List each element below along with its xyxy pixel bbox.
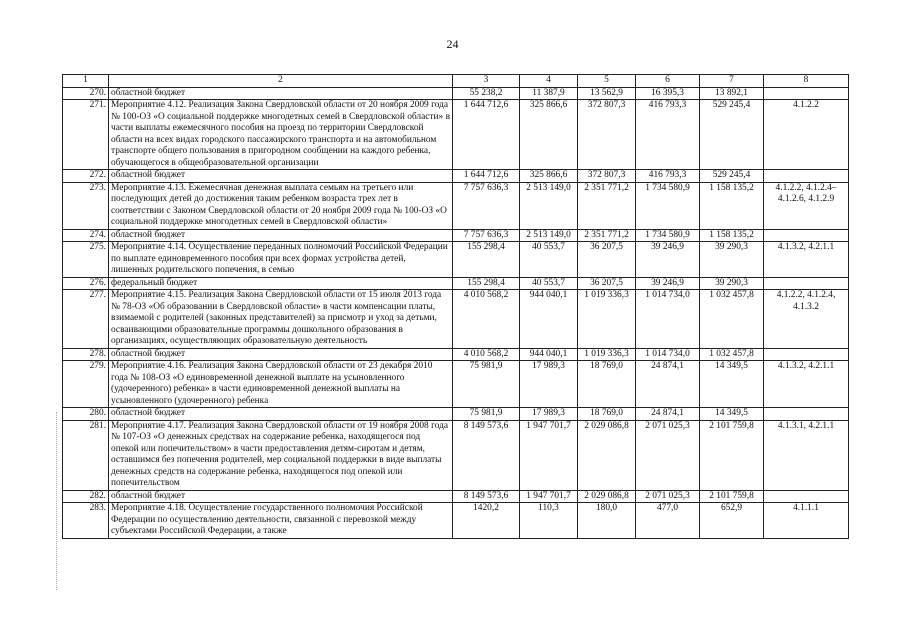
row-description: Мероприятие 4.14. Осуществление переданных полномочий Российской Федерации по выплате единовременного пособия при всех формах устройства детей, лишенных родительского попечения, в семью [109, 242, 453, 278]
target-codes: 4.1.1.1 [764, 503, 849, 539]
value-col-7: 14 349,5 [700, 361, 764, 408]
value-col-4: 11 387,9 [520, 87, 578, 100]
value-col-6: 416 793,3 [636, 170, 700, 183]
table-row [63, 170, 849, 183]
value-col-5: 2 029 086,8 [578, 420, 636, 490]
value-col-3: 8 149 573,6 [453, 420, 520, 490]
target-codes: 4.1.2.2, 4.1.2.4–4.1.2.6, 4.1.2.9 [764, 182, 849, 229]
table-row [63, 229, 849, 242]
target-codes: 4.1.3.2, 4.2.1.1 [764, 242, 849, 278]
row-number: 279. [63, 361, 109, 408]
value-col-6: 16 395,3 [636, 87, 700, 100]
row-description: областной бюджет [109, 170, 453, 183]
value-col-4: 1 947 701,7 [520, 420, 578, 490]
value-col-7: 2 101 759,8 [700, 490, 764, 503]
row-number: 276. [63, 277, 109, 290]
table-body [63, 75, 849, 539]
row-description: областной бюджет [109, 408, 453, 421]
value-col-4: 17 989,3 [520, 361, 578, 408]
row-number: 283. [63, 503, 109, 539]
table-row [63, 100, 849, 170]
value-col-7: 652,9 [700, 503, 764, 539]
target-codes: 4.1.3.2, 4.2.1.1 [764, 361, 849, 408]
value-col-3: 155 298,4 [453, 277, 520, 290]
value-col-7: 529 245,4 [700, 100, 764, 170]
header-row [63, 75, 849, 88]
value-col-6: 2 071 025,3 [636, 490, 700, 503]
value-col-4: 110,3 [520, 503, 578, 539]
value-col-6: 416 793,3 [636, 100, 700, 170]
row-description: Мероприятие 4.16. Реализация Закона Свердловской области от 23 декабря 2010 года № 108-ОЗ «О единовременной денежной выплате на усыновленного (удочеренного) ребенка» в части единовременной денежной выплаты на усыновленного (удочеренного) ребенка [109, 361, 453, 408]
value-col-3: 75 981,9 [453, 361, 520, 408]
value-col-4: 2 513 149,0 [520, 182, 578, 229]
value-col-7: 2 101 759,8 [700, 420, 764, 490]
value-col-7: 39 290,3 [700, 277, 764, 290]
value-col-3: 4 010 568,2 [453, 348, 520, 361]
value-col-3: 7 757 636,3 [453, 229, 520, 242]
value-col-3: 4 010 568,2 [453, 290, 520, 349]
table-row [63, 420, 849, 490]
target-codes [764, 277, 849, 290]
table-row [63, 348, 849, 361]
value-col-5: 180,0 [578, 503, 636, 539]
value-col-5: 1 019 336,3 [578, 348, 636, 361]
target-codes [764, 87, 849, 100]
table-row [63, 290, 849, 349]
row-description: Мероприятие 4.18. Осуществление государственного полномочия Российской Федерации по осуществлению деятельности, связанной с перевозкой между субъектами Российской Федерации, а также [109, 503, 453, 539]
budget-table [62, 74, 849, 539]
target-codes [764, 229, 849, 242]
value-col-7: 13 892,1 [700, 87, 764, 100]
value-col-3: 8 149 573,6 [453, 490, 520, 503]
value-col-3: 155 298,4 [453, 242, 520, 278]
value-col-5: 18 769,0 [578, 361, 636, 408]
table-row [63, 408, 849, 421]
row-description: областной бюджет [109, 348, 453, 361]
value-col-3: 7 757 636,3 [453, 182, 520, 229]
row-number: 272. [63, 170, 109, 183]
value-col-5: 18 769,0 [578, 408, 636, 421]
value-col-4: 944 040,1 [520, 290, 578, 349]
column-header-8: 8 [764, 75, 849, 88]
value-col-6: 1 014 734,0 [636, 348, 700, 361]
table-row [63, 361, 849, 408]
value-col-6: 1 014 734,0 [636, 290, 700, 349]
value-col-5: 36 207,5 [578, 277, 636, 290]
value-col-5: 13 562,9 [578, 87, 636, 100]
value-col-5: 372 807,3 [578, 170, 636, 183]
row-number: 275. [63, 242, 109, 278]
value-col-4: 40 553,7 [520, 277, 578, 290]
row-description: Мероприятие 4.17. Реализация Закона Свердловской области от 19 ноября 2008 года № 107-ОЗ «О денежных средствах на содержание ребенка, находящегося под опекой или попечительством» в части предоставления детям-сиротам и детям, оставшимся без попечения родителей, мер социальной поддержки в виде выплаты денежных средств на содержание ребенка, находящегося под опекой или попечительством [109, 420, 453, 490]
row-number: 278. [63, 348, 109, 361]
table-row [63, 182, 849, 229]
page-number: 24 [446, 37, 459, 51]
value-col-7: 14 349,5 [700, 408, 764, 421]
value-col-6: 24 874,1 [636, 361, 700, 408]
value-col-4: 17 989,3 [520, 408, 578, 421]
value-col-6: 2 071 025,3 [636, 420, 700, 490]
row-number: 271. [63, 100, 109, 170]
value-col-5: 36 207,5 [578, 242, 636, 278]
row-number: 274. [63, 229, 109, 242]
value-col-5: 2 351 771,2 [578, 229, 636, 242]
table-row [63, 242, 849, 278]
row-description: областной бюджет [109, 490, 453, 503]
column-header-2: 2 [109, 75, 453, 88]
target-codes [764, 490, 849, 503]
value-col-3: 75 981,9 [453, 408, 520, 421]
value-col-3: 55 238,2 [453, 87, 520, 100]
column-header-5: 5 [578, 75, 636, 88]
row-description: областной бюджет [109, 229, 453, 242]
value-col-6: 1 734 580,9 [636, 229, 700, 242]
value-col-3: 1 644 712,6 [453, 170, 520, 183]
value-col-4: 1 947 701,7 [520, 490, 578, 503]
value-col-7: 1 158 135,2 [700, 229, 764, 242]
value-col-4: 2 513 149,0 [520, 229, 578, 242]
target-codes: 4.1.3.1, 4.2.1.1 [764, 420, 849, 490]
row-number: 281. [63, 420, 109, 490]
scan-margin-mark [56, 412, 77, 590]
column-header-6: 6 [636, 75, 700, 88]
value-col-4: 944 040,1 [520, 348, 578, 361]
value-col-6: 1 734 580,9 [636, 182, 700, 229]
value-col-4: 40 553,7 [520, 242, 578, 278]
value-col-7: 529 245,4 [700, 170, 764, 183]
value-col-6: 39 246,9 [636, 242, 700, 278]
value-col-7: 39 290,3 [700, 242, 764, 278]
row-number: 282. [63, 490, 109, 503]
target-codes: 4.1.2.2 [764, 100, 849, 170]
value-col-5: 372 807,3 [578, 100, 636, 170]
value-col-4: 325 866,6 [520, 170, 578, 183]
value-col-5: 1 019 336,3 [578, 290, 636, 349]
column-header-4: 4 [520, 75, 578, 88]
row-number: 277. [63, 290, 109, 349]
value-col-3: 1 644 712,6 [453, 100, 520, 170]
value-col-7: 1 158 135,2 [700, 182, 764, 229]
column-header-7: 7 [700, 75, 764, 88]
value-col-5: 2 029 086,8 [578, 490, 636, 503]
value-col-4: 325 866,6 [520, 100, 578, 170]
row-description: Мероприятие 4.13. Ежемесячная денежная выплата семьям на третьего или последующих детей до достижения таким ребенком возраста трех лет в соответствии с Законом Свердловской области от 20 ноября 2009 года № 100-ОЗ «О социальной поддержке многодетных семей в Свердловской области» [109, 182, 453, 229]
value-col-6: 39 246,9 [636, 277, 700, 290]
row-description: Мероприятие 4.15. Реализация Закона Свердловской области от 15 июля 2013 года № 78-ОЗ «Об образовании в Свердловской области» в части компенсации платы, взимаемой с родителей (законных представителей) за присмотр и уход за детьми, осваивающими образовательные программы дошкольного образования в организациях, осуществляющих образовательную деятельность [109, 290, 453, 349]
target-codes: 4.1.2.2, 4.1.2.4, 4.1.3.2 [764, 290, 849, 349]
column-header-3: 3 [453, 75, 520, 88]
table-row [63, 277, 849, 290]
target-codes [764, 170, 849, 183]
row-description: федеральный бюджет [109, 277, 453, 290]
value-col-5: 2 351 771,2 [578, 182, 636, 229]
table-row [63, 87, 849, 100]
row-description: Мероприятие 4.12. Реализация Закона Свердловской области от 20 ноября 2009 года № 100-ОЗ «О социальной поддержке многодетных семей в Свердловской области» в части выплаты ежемесячного пособия на проезд по территории Свердловской области на всех видах городского пассажирского транспорта и на автомобильном транспорте общего пользования в пригородном сообщении на каждого ребенка, обучающегося в общеобразовательной организации [109, 100, 453, 170]
column-header-1: 1 [63, 75, 109, 88]
value-col-6: 24 874,1 [636, 408, 700, 421]
row-number: 270. [63, 87, 109, 100]
table-row [63, 503, 849, 539]
row-number: 273. [63, 182, 109, 229]
row-description: областной бюджет [109, 87, 453, 100]
row-number: 280. [63, 408, 109, 421]
table-row [63, 490, 849, 503]
target-codes [764, 408, 849, 421]
target-codes [764, 348, 849, 361]
value-col-7: 1 032 457,8 [700, 348, 764, 361]
value-col-7: 1 032 457,8 [700, 290, 764, 349]
value-col-3: 1420,2 [453, 503, 520, 539]
value-col-6: 477,0 [636, 503, 700, 539]
